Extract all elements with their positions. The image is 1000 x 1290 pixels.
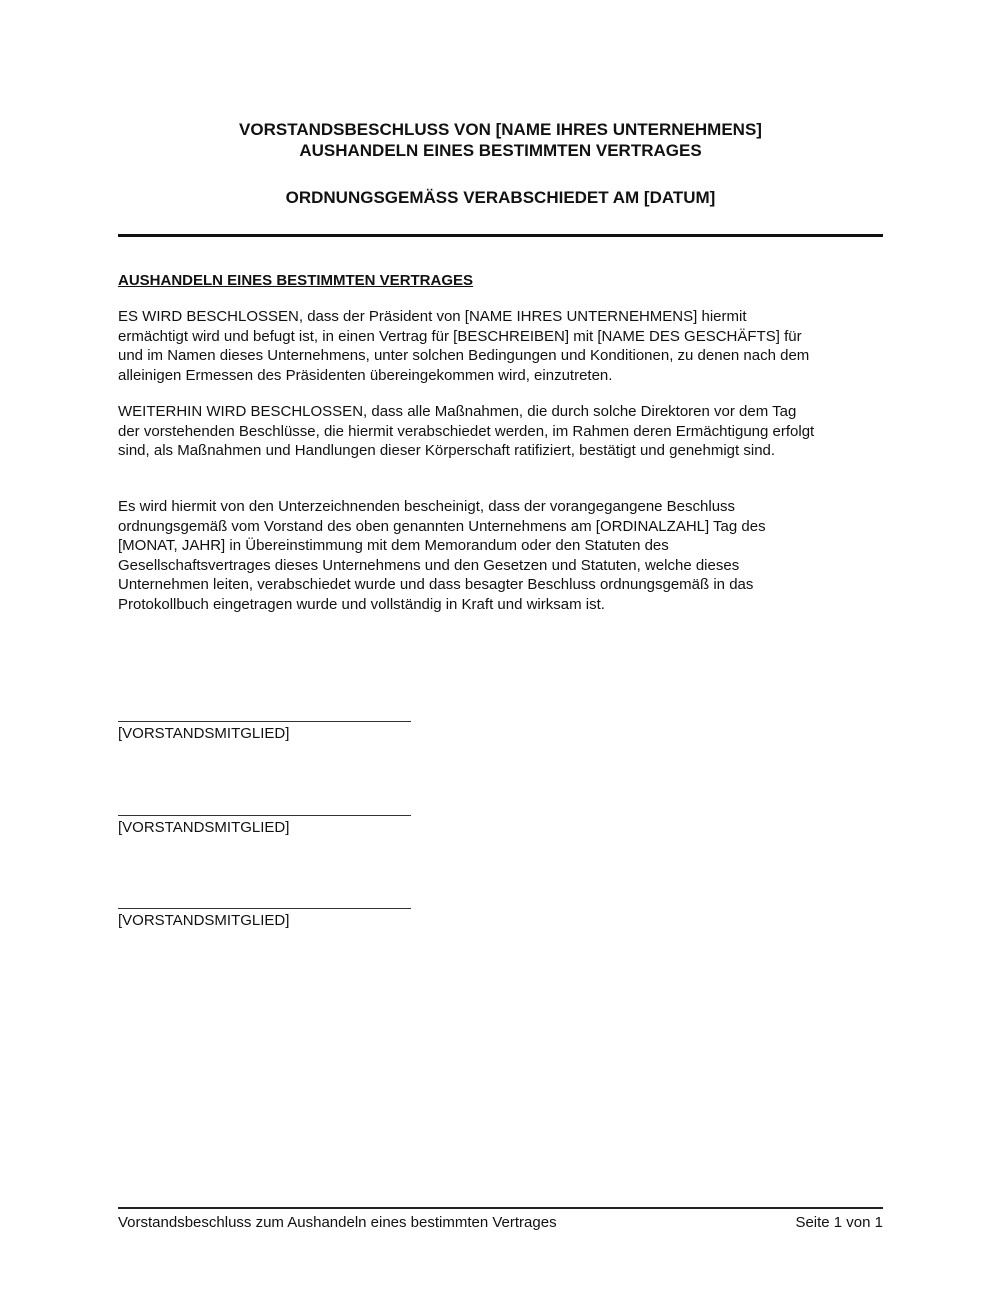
section-heading: AUSHANDELN EINES BESTIMMTEN VERTRAGES bbox=[118, 272, 474, 289]
paragraph-line: Unternehmen leiten, verabschiedet wurde und dass besagter Beschluss ordnungsgemäß in das bbox=[118, 576, 754, 593]
paragraph-line: und im Namen dieses Unternehmens, unter solchen Bedingungen und Konditionen, zu denen nach dem bbox=[118, 347, 810, 364]
certification-paragraph bbox=[118, 497, 888, 614]
paragraph-line: Protokollbuch eingetragen wurde und vollständig in Kraft und wirksam ist. bbox=[118, 595, 605, 613]
paragraph-line: sind, als Maßnahmen und Handlungen dieser Körperschaft ratifiziert, bestätigt und genehmigt sind. bbox=[118, 442, 776, 459]
paragraph-line: [MONAT, JAHR] in Übereinstimmung mit dem Memorandum oder den Statuten des bbox=[118, 537, 669, 554]
signature-label: [VORSTANDSMITGLIED] bbox=[118, 819, 290, 836]
paragraph-line: WEITERHIN WIRD BESCHLOSSEN, dass alle Maßnahmen, die durch solche Direktoren vor dem Tag bbox=[118, 403, 797, 420]
signature-block-2 bbox=[118, 815, 413, 837]
resolution-paragraph-2 bbox=[118, 402, 888, 461]
paragraph-line: Es wird hiermit von den Unterzeichnenden bescheinigt, dass der vorangegangene Beschluss bbox=[118, 498, 736, 515]
paragraph-line: alleinigen Ermessen des Präsidenten übereingekommen wird, einzutreten. bbox=[118, 366, 613, 384]
signature-label: [VORSTANDSMITGLIED] bbox=[118, 912, 290, 929]
signature-block-1 bbox=[118, 721, 413, 743]
document-title bbox=[118, 119, 883, 161]
title-line-1: VORSTANDSBESCHLUSS VON [NAME IHRES UNTERNEHMENS] bbox=[239, 120, 762, 139]
paragraph-line: ermächtigt wird und befugt ist, in einen Vertrag für [BESCHREIBEN] mit [NAME DES GESCHÄFTS] für bbox=[118, 327, 802, 345]
document-subtitle: ORDNUNGSGEMÄSS VERABSCHIEDET AM [DATUM] bbox=[285, 188, 716, 207]
page-footer bbox=[118, 1214, 883, 1232]
paragraph-line: ordnungsgemäß vom Vorstand des oben genannten Unternehmens am [ORDINALZAHL] Tag des bbox=[118, 517, 766, 535]
title-line-2: AUSHANDELN EINES BESTIMMTEN VERTRAGES bbox=[299, 141, 702, 160]
paragraph-line: ES WIRD BESCHLOSSEN, dass der Präsident von [NAME IHRES UNTERNEHMENS] hiermit bbox=[118, 308, 747, 325]
signature-line bbox=[118, 908, 411, 909]
paragraph-line: der vorstehenden Beschlüsse, die hiermit verabschiedet werden, im Rahmen deren Ermächtigung erfolgt bbox=[118, 422, 815, 440]
signature-line bbox=[118, 721, 411, 722]
footer-page-number: Seite 1 von 1 bbox=[795, 1214, 883, 1231]
footer-divider bbox=[118, 1207, 883, 1209]
footer-document-title: Vorstandsbeschluss zum Aushandeln eines bestimmten Vertrages bbox=[118, 1214, 557, 1231]
paragraph-line: Gesellschaftsvertrages dieses Unternehmens und den Gesetzen und Statuten, welche dieses bbox=[118, 556, 740, 574]
title-divider bbox=[118, 234, 883, 237]
signature-label: [VORSTANDSMITGLIED] bbox=[118, 725, 290, 742]
signature-line bbox=[118, 815, 411, 816]
signature-block-3 bbox=[118, 908, 413, 930]
resolution-paragraph-1 bbox=[118, 307, 888, 385]
